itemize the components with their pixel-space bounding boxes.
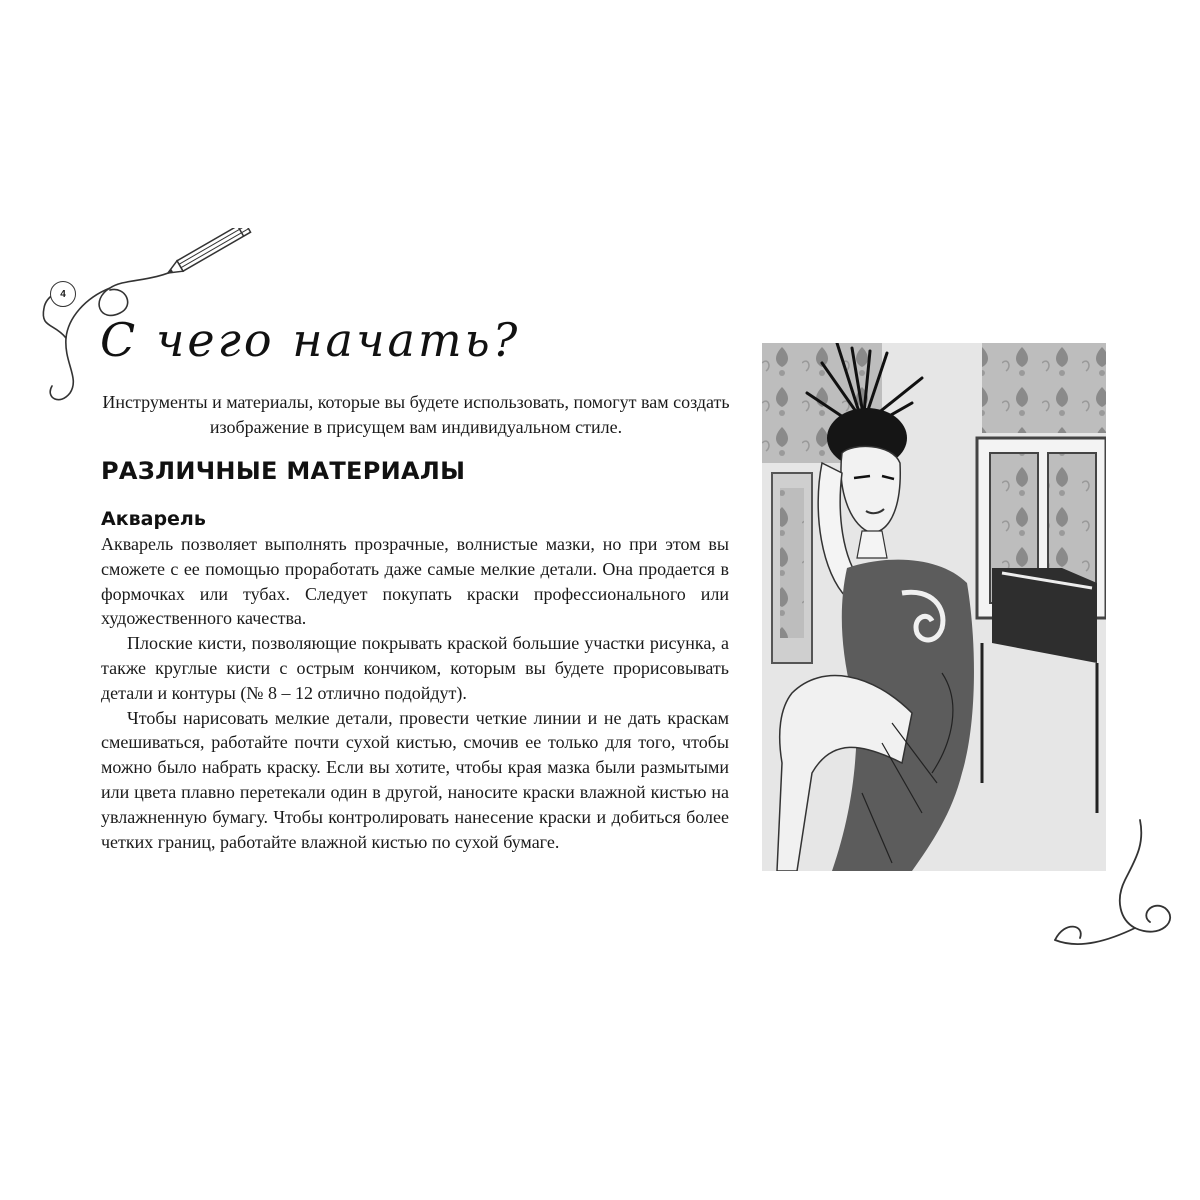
- intro-text: Инструменты и материалы, которые вы будете использовать, помогут вам создать изображение в присущем вам индивидуальном стиле.: [102, 392, 730, 437]
- fashion-illustration: [762, 343, 1106, 871]
- swirl-ornament-bottom-icon: [1040, 800, 1200, 1000]
- paragraph-1: Акварель позволяет выполнять прозрачные, волнистые мазки, но при этом вы сможете с ее помощью проработать даже самые мелкие детали. Она продается в формочках или тубах. Следует покупать краски профессионального или художественного качества.: [101, 534, 729, 629]
- paragraph-3: Чтобы нарисовать мелкие детали, провести четкие линии и не дать краскам смешиваться, работайте почти сухой кистью, смочив ее только для того, чтобы можно было набрать краску. Если вы хотите, чтобы края мазка были размытыми или цвета плавно перетекали один в другой, наносите краски влажной кистью на увлажненную бумагу. Чтобы контролировать нанесение краски и добиться более четких границ, работайте влажной кистью по сухой бумаге.: [101, 707, 729, 852]
- sub-heading: Акварель: [101, 508, 206, 530]
- paragraph-2: Плоские кисти, позволяющие покрывать краской большие участки рисунка, а также круглые кисти с острым кончиком, которым вы будете прорисовывать детали и контуры (№ 8 – 12 отлично подойдут).: [101, 633, 729, 703]
- body-text: [101, 532, 729, 854]
- page-title: С чего начать?: [100, 313, 521, 367]
- page-number: 4: [50, 281, 76, 307]
- pencil-icon: [165, 228, 251, 278]
- section-heading: РАЗЛИЧНЫЕ МАТЕРИАЛЫ: [101, 457, 466, 485]
